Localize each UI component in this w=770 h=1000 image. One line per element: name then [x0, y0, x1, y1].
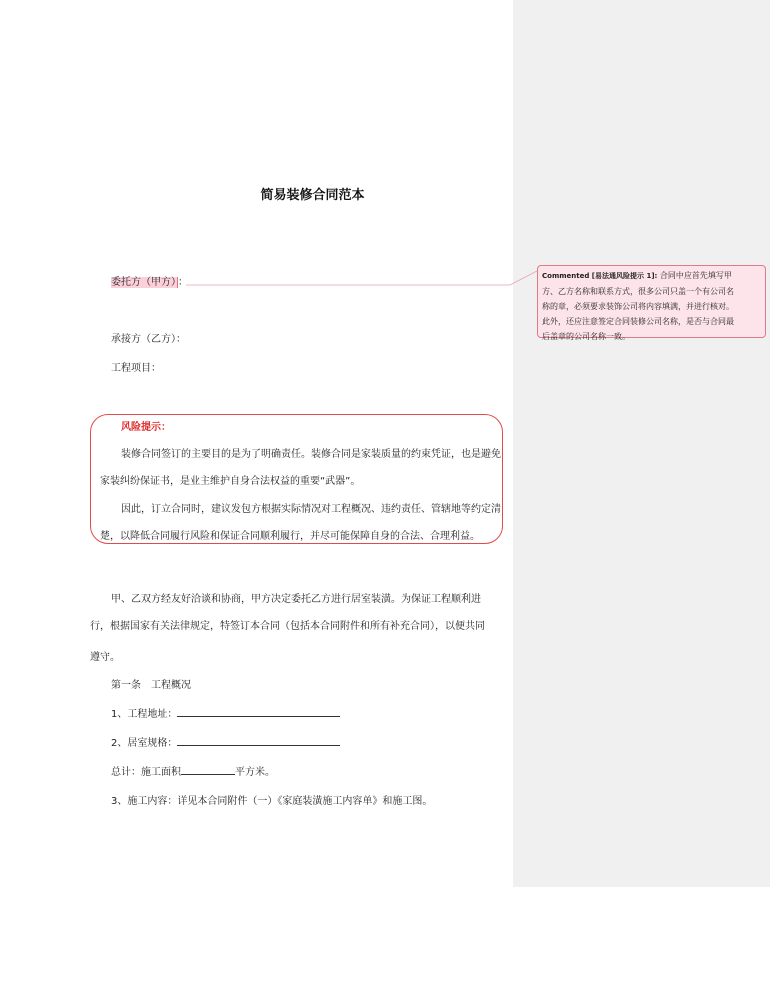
- total-area-suffix: 平方米。: [235, 767, 275, 778]
- party-b-line: 承接方（乙方）：: [111, 334, 186, 345]
- risk-para2-line1: 因此，订立合同时，建议发包方根据实际情况对工程概况、违约责任、管辖地等约定清: [121, 504, 501, 515]
- comment-pane: [513, 0, 770, 887]
- room-spec-line: [111, 734, 340, 749]
- project-line: 工程项目：: [111, 363, 161, 374]
- comment-text-line: 称的章，必须要求装饰公司将内容填满，并进行核对。: [542, 302, 734, 311]
- risk-para1-line1: 装修合同签订的主要目的是为了明确责任。装修合同是家装质量的约束凭证，也是避免: [121, 449, 501, 460]
- total-area-prefix: 总计：施工面积: [111, 767, 181, 778]
- comment-text-line: 方、乙方名称和联系方式，很多公司只盖一个有公司名: [542, 287, 734, 296]
- article-heading: 第一条 工程概况: [111, 680, 191, 691]
- address-blank[interactable]: [177, 707, 340, 717]
- room-spec-label: 2、居室规格：: [111, 738, 178, 749]
- comment-text-line: 后盖章的公司名称一致。: [542, 332, 630, 341]
- intro-line2: 行，根据国家有关法律规定，特签订本合同（包括本合同附件和所有补充合同），以便共同: [90, 621, 485, 632]
- party-a-colon: ：: [178, 277, 188, 288]
- address-line: [111, 705, 340, 720]
- intro-line1: 甲、乙双方经友好洽谈和协商，甲方决定委托乙方进行居室装潢。为保证工程顺利进: [111, 594, 481, 605]
- comment-text-line: 合同中应首先填写甲: [659, 271, 732, 280]
- content-line: 3、施工内容：详见本合同附件（一）《家庭装潢施工内容单》和施工图。: [111, 796, 433, 807]
- risk-notice-title: 风险提示：: [121, 422, 171, 433]
- party-a-label[interactable]: 委托方（甲方）: [111, 277, 176, 288]
- document-title: 简易装修合同范本: [260, 188, 365, 203]
- risk-para2-line2: 楚，以降低合同履行风险和保证合同顺利履行，并尽可能保障自身的合法、合理利益。: [100, 531, 480, 542]
- intro-line3: 遵守。: [90, 652, 120, 663]
- risk-para1-line2: 家装纠纷保证书，是业主维护自身合法权益的重要“武器”。: [100, 476, 361, 487]
- comment-balloon[interactable]: [537, 265, 766, 341]
- comment-author: Commented [易法通风险提示 1]:: [542, 272, 658, 280]
- address-label: 1、工程地址：: [111, 709, 178, 720]
- comment-text-line: 此外，还应注意签定合同装修公司名称，是否与合同最: [542, 317, 734, 326]
- room-spec-blank[interactable]: [177, 736, 340, 746]
- total-area-blank[interactable]: [181, 765, 235, 775]
- total-area-line: [111, 763, 275, 778]
- party-a-line: [111, 273, 188, 288]
